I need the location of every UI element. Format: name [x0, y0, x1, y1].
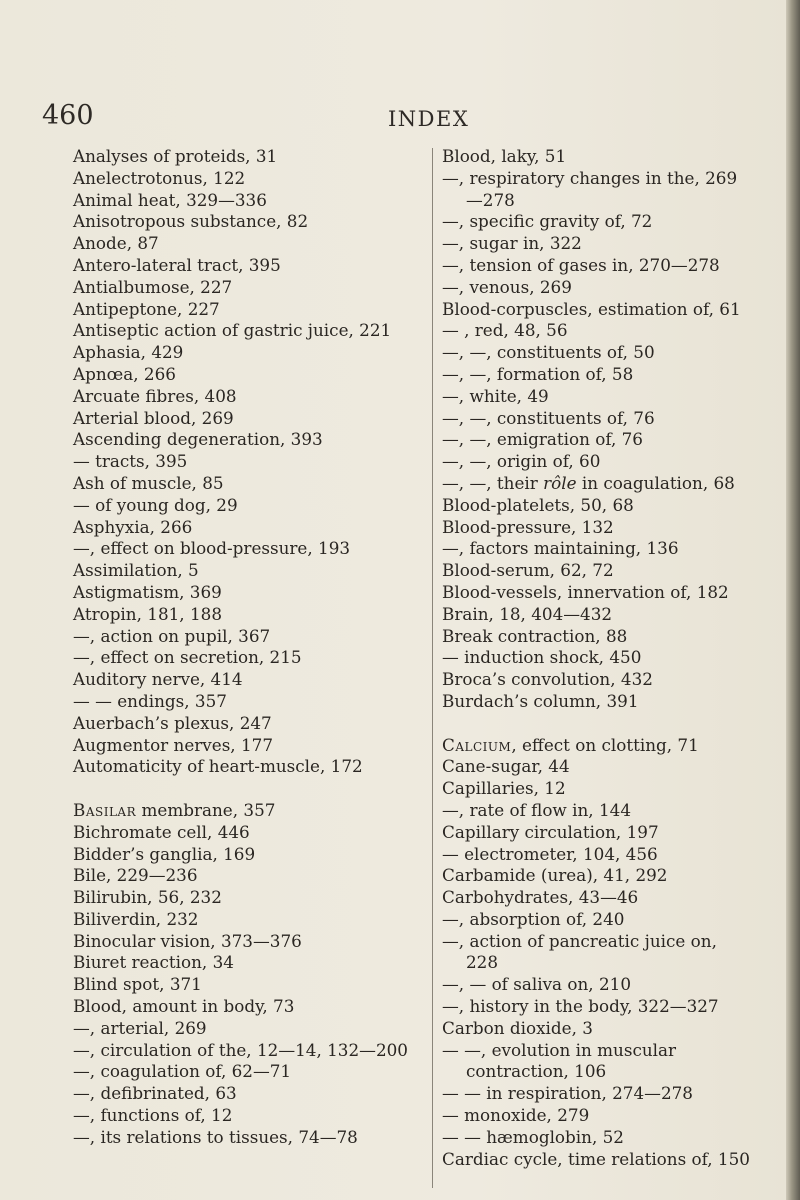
page-number: 460: [42, 100, 94, 131]
section-gap: [442, 713, 752, 735]
index-entry: [73, 952, 423, 974]
index-entry: [73, 233, 423, 255]
entry-text: —, effect on secretion, 215: [73, 647, 302, 668]
index-entry: [442, 800, 752, 822]
index-entry: [442, 735, 752, 757]
index-entry: [73, 211, 423, 233]
entry-text: Bidder’s ganglia, 169: [73, 843, 256, 864]
index-entry: [442, 626, 752, 648]
entry-text: Auerbach’s plexus, 247: [73, 712, 272, 733]
index-entry: [442, 1040, 752, 1084]
entry-text: Anisotropous substance, 82: [73, 211, 309, 232]
entry-text: membrane, 357: [136, 799, 276, 820]
entry-text: Carbon dioxide, 3: [442, 1017, 593, 1038]
entry-text: Blood-vessels, innervation of, 182: [442, 581, 729, 602]
entry-text: —, absorption of, 240: [442, 908, 625, 929]
index-entry: [73, 582, 423, 604]
column-divider: [432, 148, 433, 1188]
entry-text: —, specific gravity of, 72: [442, 211, 653, 232]
index-entry: [442, 974, 752, 996]
index-entry: [442, 342, 752, 364]
index-entry: [442, 538, 752, 560]
entry-text: Aphasia, 429: [73, 342, 184, 363]
entry-text: — — in respiration, 274—278: [442, 1083, 693, 1104]
entry-text: Atropin, 181, 188: [73, 603, 223, 624]
entry-text: — electrometer, 104, 456: [442, 843, 658, 864]
index-entry: [73, 822, 423, 844]
section-lead-word: Calcium: [442, 734, 512, 755]
index-entry: [73, 865, 423, 887]
entry-text: Bilirubin, 56, 232: [73, 887, 222, 908]
index-entry: [73, 320, 423, 342]
entry-text: — — endings, 357: [73, 690, 227, 711]
entry-text: —, arterial, 269: [73, 1017, 207, 1038]
index-entry: [442, 429, 752, 451]
entry-text: —, sugar in, 322: [442, 233, 582, 254]
entry-text: Carbamide (urea), 41, 292: [442, 865, 668, 886]
index-entry: [442, 931, 752, 975]
index-entry: [73, 604, 423, 626]
entry-text: —, white, 49: [442, 385, 549, 406]
index-entry: [442, 386, 752, 408]
index-entry: [73, 495, 423, 517]
entry-text: Blood-platelets, 50, 68: [442, 494, 634, 515]
entry-text: — — hæmoglobin, 52: [442, 1126, 624, 1147]
index-entry: [442, 495, 752, 517]
index-column-left: [73, 146, 423, 1149]
index-entry: [442, 364, 752, 386]
index-entry: [73, 1040, 423, 1062]
index-entry: [442, 844, 752, 866]
index-entry: [442, 778, 752, 800]
index-entry: [73, 996, 423, 1018]
index-entry: [442, 277, 752, 299]
index-entry: [73, 429, 423, 451]
entry-text: —, —, formation of, 58: [442, 363, 634, 384]
index-entry: [73, 1061, 423, 1083]
index-entry: [73, 168, 423, 190]
index-entry: [73, 844, 423, 866]
index-entry: [442, 1018, 752, 1040]
entry-text: —, respiratory changes in the, 269—278: [442, 167, 738, 210]
index-entry: [73, 342, 423, 364]
entry-text: —, history in the body, 322—327: [442, 996, 719, 1017]
index-entry: [442, 909, 752, 931]
entry-text: Arcuate fibres, 408: [73, 385, 237, 406]
entry-text: Blood-pressure, 132: [442, 516, 614, 537]
entry-text: —, its relations to tissues, 74—78: [73, 1126, 358, 1147]
index-entry: [442, 582, 752, 604]
index-entry: [442, 320, 752, 342]
index-entry: [442, 822, 752, 844]
index-entry: [73, 1105, 423, 1127]
index-entry: [73, 538, 423, 560]
index-entry: [442, 647, 752, 669]
index-entry: [73, 1083, 423, 1105]
entry-text: , effect on clotting, 71: [511, 734, 699, 755]
index-entry: [73, 1018, 423, 1040]
entry-text: Blood, laky, 51: [442, 146, 567, 166]
index-entry: [442, 1105, 752, 1127]
entry-text: Blind spot, 371: [73, 974, 202, 995]
entry-text: Blood-corpuscles, estimation of, 61: [442, 298, 741, 319]
section-gap: [73, 778, 423, 800]
index-entry: [73, 364, 423, 386]
entry-text: —, —, constituents of, 76: [442, 407, 655, 428]
index-entry: [73, 255, 423, 277]
index-entry: [442, 669, 752, 691]
index-entry: [442, 517, 752, 539]
index-entry: [73, 756, 423, 778]
entry-text: Bile, 229—236: [73, 865, 198, 886]
entry-text: — monoxide, 279: [442, 1105, 590, 1126]
index-entry: [73, 451, 423, 473]
entry-text: Antialbumose, 227: [73, 276, 233, 297]
index-entry: [73, 800, 423, 822]
entry-text: Antero-lateral tract, 395: [73, 254, 281, 275]
entry-text: Anelectrotonus, 122: [73, 167, 246, 188]
index-entry: [442, 451, 752, 473]
index-entry: [73, 713, 423, 735]
index-entry: [73, 974, 423, 996]
entry-text: —, —, origin of, 60: [442, 451, 601, 472]
entry-text: Biliverdin, 232: [73, 908, 199, 929]
index-entry: [73, 560, 423, 582]
entry-text: Assimilation, 5: [73, 560, 199, 581]
index-entry: [442, 473, 752, 495]
index-entry: [442, 255, 752, 277]
page-header: [40, 100, 760, 140]
entry-text: Apnœa, 266: [73, 363, 176, 384]
entry-text: —, —, constituents of, 50: [442, 342, 655, 363]
index-entry: [442, 756, 752, 778]
entry-text: — of young dog, 29: [73, 494, 238, 515]
entry-text: Automaticity of heart-muscle, 172: [73, 756, 363, 777]
index-entry: [73, 669, 423, 691]
entry-text: Cane-sugar, 44: [442, 756, 570, 777]
entry-text: —, action of pancreatic juice on, 228: [442, 930, 723, 973]
entry-text: —, coagulation of, 62—71: [73, 1061, 292, 1082]
entry-text: Brain, 18, 404—432: [442, 603, 613, 624]
entry-text: —, effect on blood-pressure, 193: [73, 538, 351, 559]
index-column-right: [442, 146, 752, 1170]
section-lead-word: Basilar: [73, 799, 137, 820]
entry-text: Ash of muscle, 85: [73, 472, 224, 493]
entry-text: — induction shock, 450: [442, 647, 642, 668]
entry-text: Anode, 87: [73, 233, 159, 254]
entry-text: —, functions of, 12: [73, 1105, 233, 1126]
index-entry: [73, 146, 423, 168]
entry-text: — —, evolution in muscular contraction, 106: [442, 1039, 682, 1082]
running-head: INDEX: [388, 107, 470, 131]
entry-text: Blood, amount in body, 73: [73, 996, 295, 1017]
entry-text: Astigmatism, 369: [73, 581, 222, 602]
entry-text: —, tension of gases in, 270—278: [442, 254, 720, 275]
index-entry: [442, 211, 752, 233]
entry-text: Capillaries, 12: [442, 778, 566, 799]
entry-text: —, —, their: [442, 472, 544, 493]
index-entry: [73, 386, 423, 408]
index-entry: [442, 146, 752, 168]
index-entry: [442, 865, 752, 887]
index-entry: [442, 887, 752, 909]
entry-text-after: in coagulation, 68: [576, 472, 735, 493]
entry-text: —, circulation of the, 12—14, 132—200: [73, 1039, 408, 1060]
index-entry: [73, 473, 423, 495]
index-entry: [442, 168, 752, 212]
entry-text: —, factors maintaining, 136: [442, 538, 679, 559]
entry-text: —, defibrinated, 63: [73, 1083, 237, 1104]
entry-text: Blood-serum, 62, 72: [442, 560, 614, 581]
index-entry: [442, 604, 752, 626]
index-entry: [73, 408, 423, 430]
entry-text: Augmentor nerves, 177: [73, 734, 274, 755]
entry-text: Carbohydrates, 43—46: [442, 887, 639, 908]
index-entry: [73, 299, 423, 321]
entry-text: Asphyxia, 266: [73, 516, 193, 537]
entry-text: —, —, emigration of, 76: [442, 429, 643, 450]
entry-text: Arterial blood, 269: [73, 407, 234, 428]
index-entry: [73, 277, 423, 299]
index-entry: [73, 735, 423, 757]
entry-text: —, action on pupil, 367: [73, 625, 271, 646]
entry-text: Antipeptone, 227: [73, 298, 220, 319]
entry-text: — , red, 48, 56: [442, 320, 568, 341]
index-entry: [73, 887, 423, 909]
entry-text: Antiseptic action of gastric juice, 221: [73, 320, 392, 341]
index-entry: [442, 560, 752, 582]
index-entry: [442, 299, 752, 321]
entry-text: —, rate of flow in, 144: [442, 799, 632, 820]
entry-text: —, — of saliva on, 210: [442, 974, 631, 995]
book-edge-shadow: [786, 0, 800, 1200]
entry-text: Binocular vision, 373—376: [73, 930, 302, 951]
index-entry: [73, 1127, 423, 1149]
index-entry: [442, 408, 752, 430]
index-entry: [73, 626, 423, 648]
index-entry: [73, 909, 423, 931]
entry-text: Biuret reaction, 34: [73, 952, 234, 973]
index-entry: [442, 233, 752, 255]
index-entry: [73, 190, 423, 212]
index-entry: [442, 996, 752, 1018]
index-entry: [73, 517, 423, 539]
entry-text: Break contraction, 88: [442, 625, 628, 646]
entry-text: Analyses of proteids, 31: [73, 146, 278, 166]
entry-text: Bichromate cell, 446: [73, 821, 250, 842]
index-entry: [442, 691, 752, 713]
index-entry: [73, 931, 423, 953]
entry-text: Broca’s convolution, 432: [442, 669, 653, 690]
entry-text: Capillary circulation, 197: [442, 821, 659, 842]
index-entry: [73, 691, 423, 713]
entry-italic-text: rôle: [543, 472, 577, 493]
entry-text: Animal heat, 329—336: [73, 189, 267, 210]
entry-text: Cardiac cycle, time relations of, 150: [442, 1148, 750, 1169]
entry-text: Burdach’s column, 391: [442, 690, 639, 711]
index-entry: [442, 1149, 752, 1171]
entry-text: —, venous, 269: [442, 276, 572, 297]
entry-text: — tracts, 395: [73, 451, 188, 472]
entry-text: Ascending degeneration, 393: [73, 429, 323, 450]
entry-text: Auditory nerve, 414: [73, 669, 243, 690]
index-entry: [442, 1127, 752, 1149]
index-entry: [442, 1083, 752, 1105]
index-entry: [73, 647, 423, 669]
